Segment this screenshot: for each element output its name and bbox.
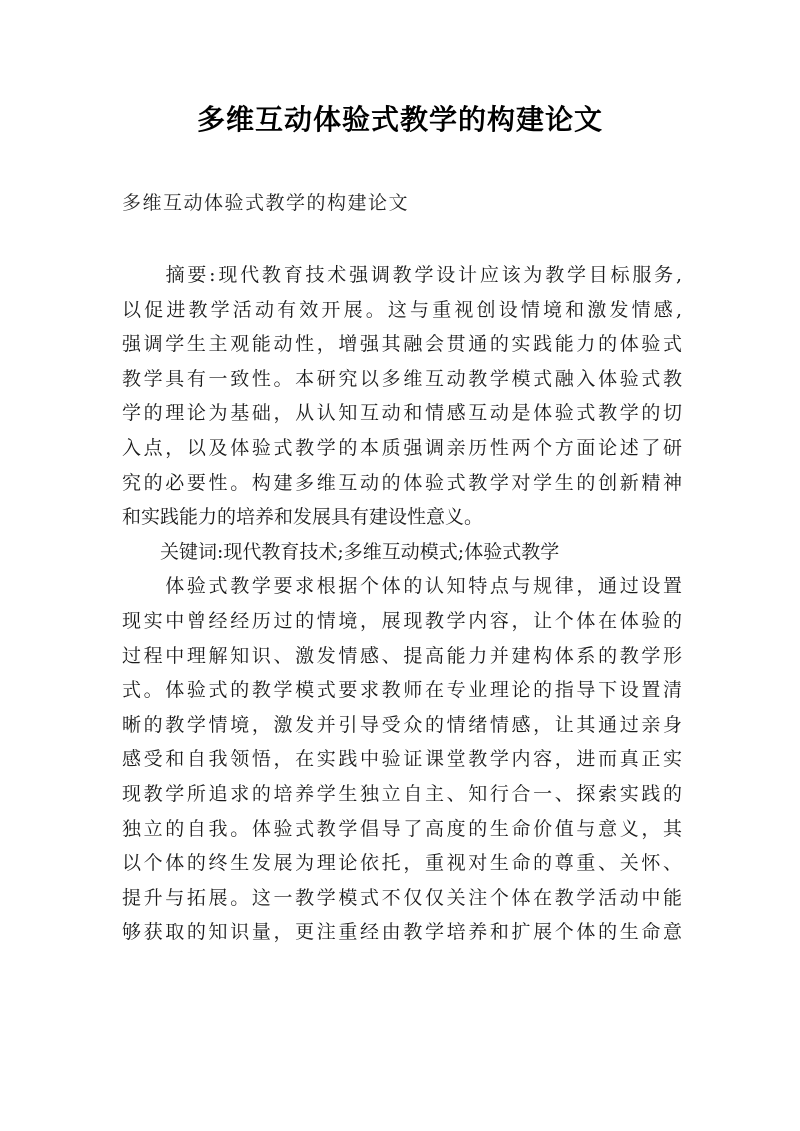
text-line: 学的理论为基础，从认知互动和情感互动是体验式教学的切 (122, 402, 682, 425)
text-line: 现教学所追求的培养学生独立自主、知行合一、探索实践的 (122, 782, 682, 805)
text-line: 以促进教学活动有效开展。这与重视创设情境和激发情感, (122, 298, 682, 321)
text-line: 现实中曾经经历过的情境，展现教学内容，让个体在体验的 (122, 609, 682, 632)
document-body (122, 258, 682, 950)
text-line: 和实践能力的培养和发展具有建设性意义。 (122, 506, 484, 529)
text-line: 教学具有一致性。本研究以多维互动教学模式融入体验式教 (122, 367, 682, 390)
text-line: 摘要:现代教育技术强调教学设计应该为教学目标服务, (122, 264, 682, 286)
text-line: 式。体验式的教学模式要求教师在专业理论的指导下设置清 (122, 679, 682, 702)
document-title: 多维互动体验式教学的构建论文 (196, 103, 603, 136)
text-line: 过程中理解知识、激发情感、提高能力并建构体系的教学形 (122, 644, 682, 667)
text-line: 晰的教学情境，激发并引导受众的情绪情感，让其通过亲身 (122, 713, 682, 736)
text-line: 强调学生主观能动性，增强其融会贯通的实践能力的体验式 (122, 333, 682, 356)
text-line: 以个体的终生发展为理论依托，重视对生命的尊重、关怀、 (122, 852, 682, 875)
text-line: 提升与拓展。这一教学模式不仅仅关注个体在教学活动中能 (122, 886, 682, 909)
text-line: 关键词:现代教育技术;多维互动模式;体验式教学 (122, 540, 560, 563)
text-line: 体验式教学要求根据个体的认知特点与规律，通过设置 (122, 575, 682, 598)
document-subtitle: 多维互动体验式教学的构建论文 (122, 192, 410, 214)
text-line: 独立的自我。体验式教学倡导了高度的生命价值与意义，其 (122, 817, 682, 840)
text-line: 入点，以及体验式教学的本质强调亲历性两个方面论述了研 (122, 436, 682, 459)
text-line: 够获取的知识量，更注重经由教学培养和扩展个体的生命意 (122, 921, 682, 944)
text-line: 究的必要性。构建多维互动的体验式教学对学生的创新精神 (122, 471, 682, 494)
text-line: 感受和自我领悟，在实践中验证课堂教学内容，进而真正实 (122, 748, 682, 771)
